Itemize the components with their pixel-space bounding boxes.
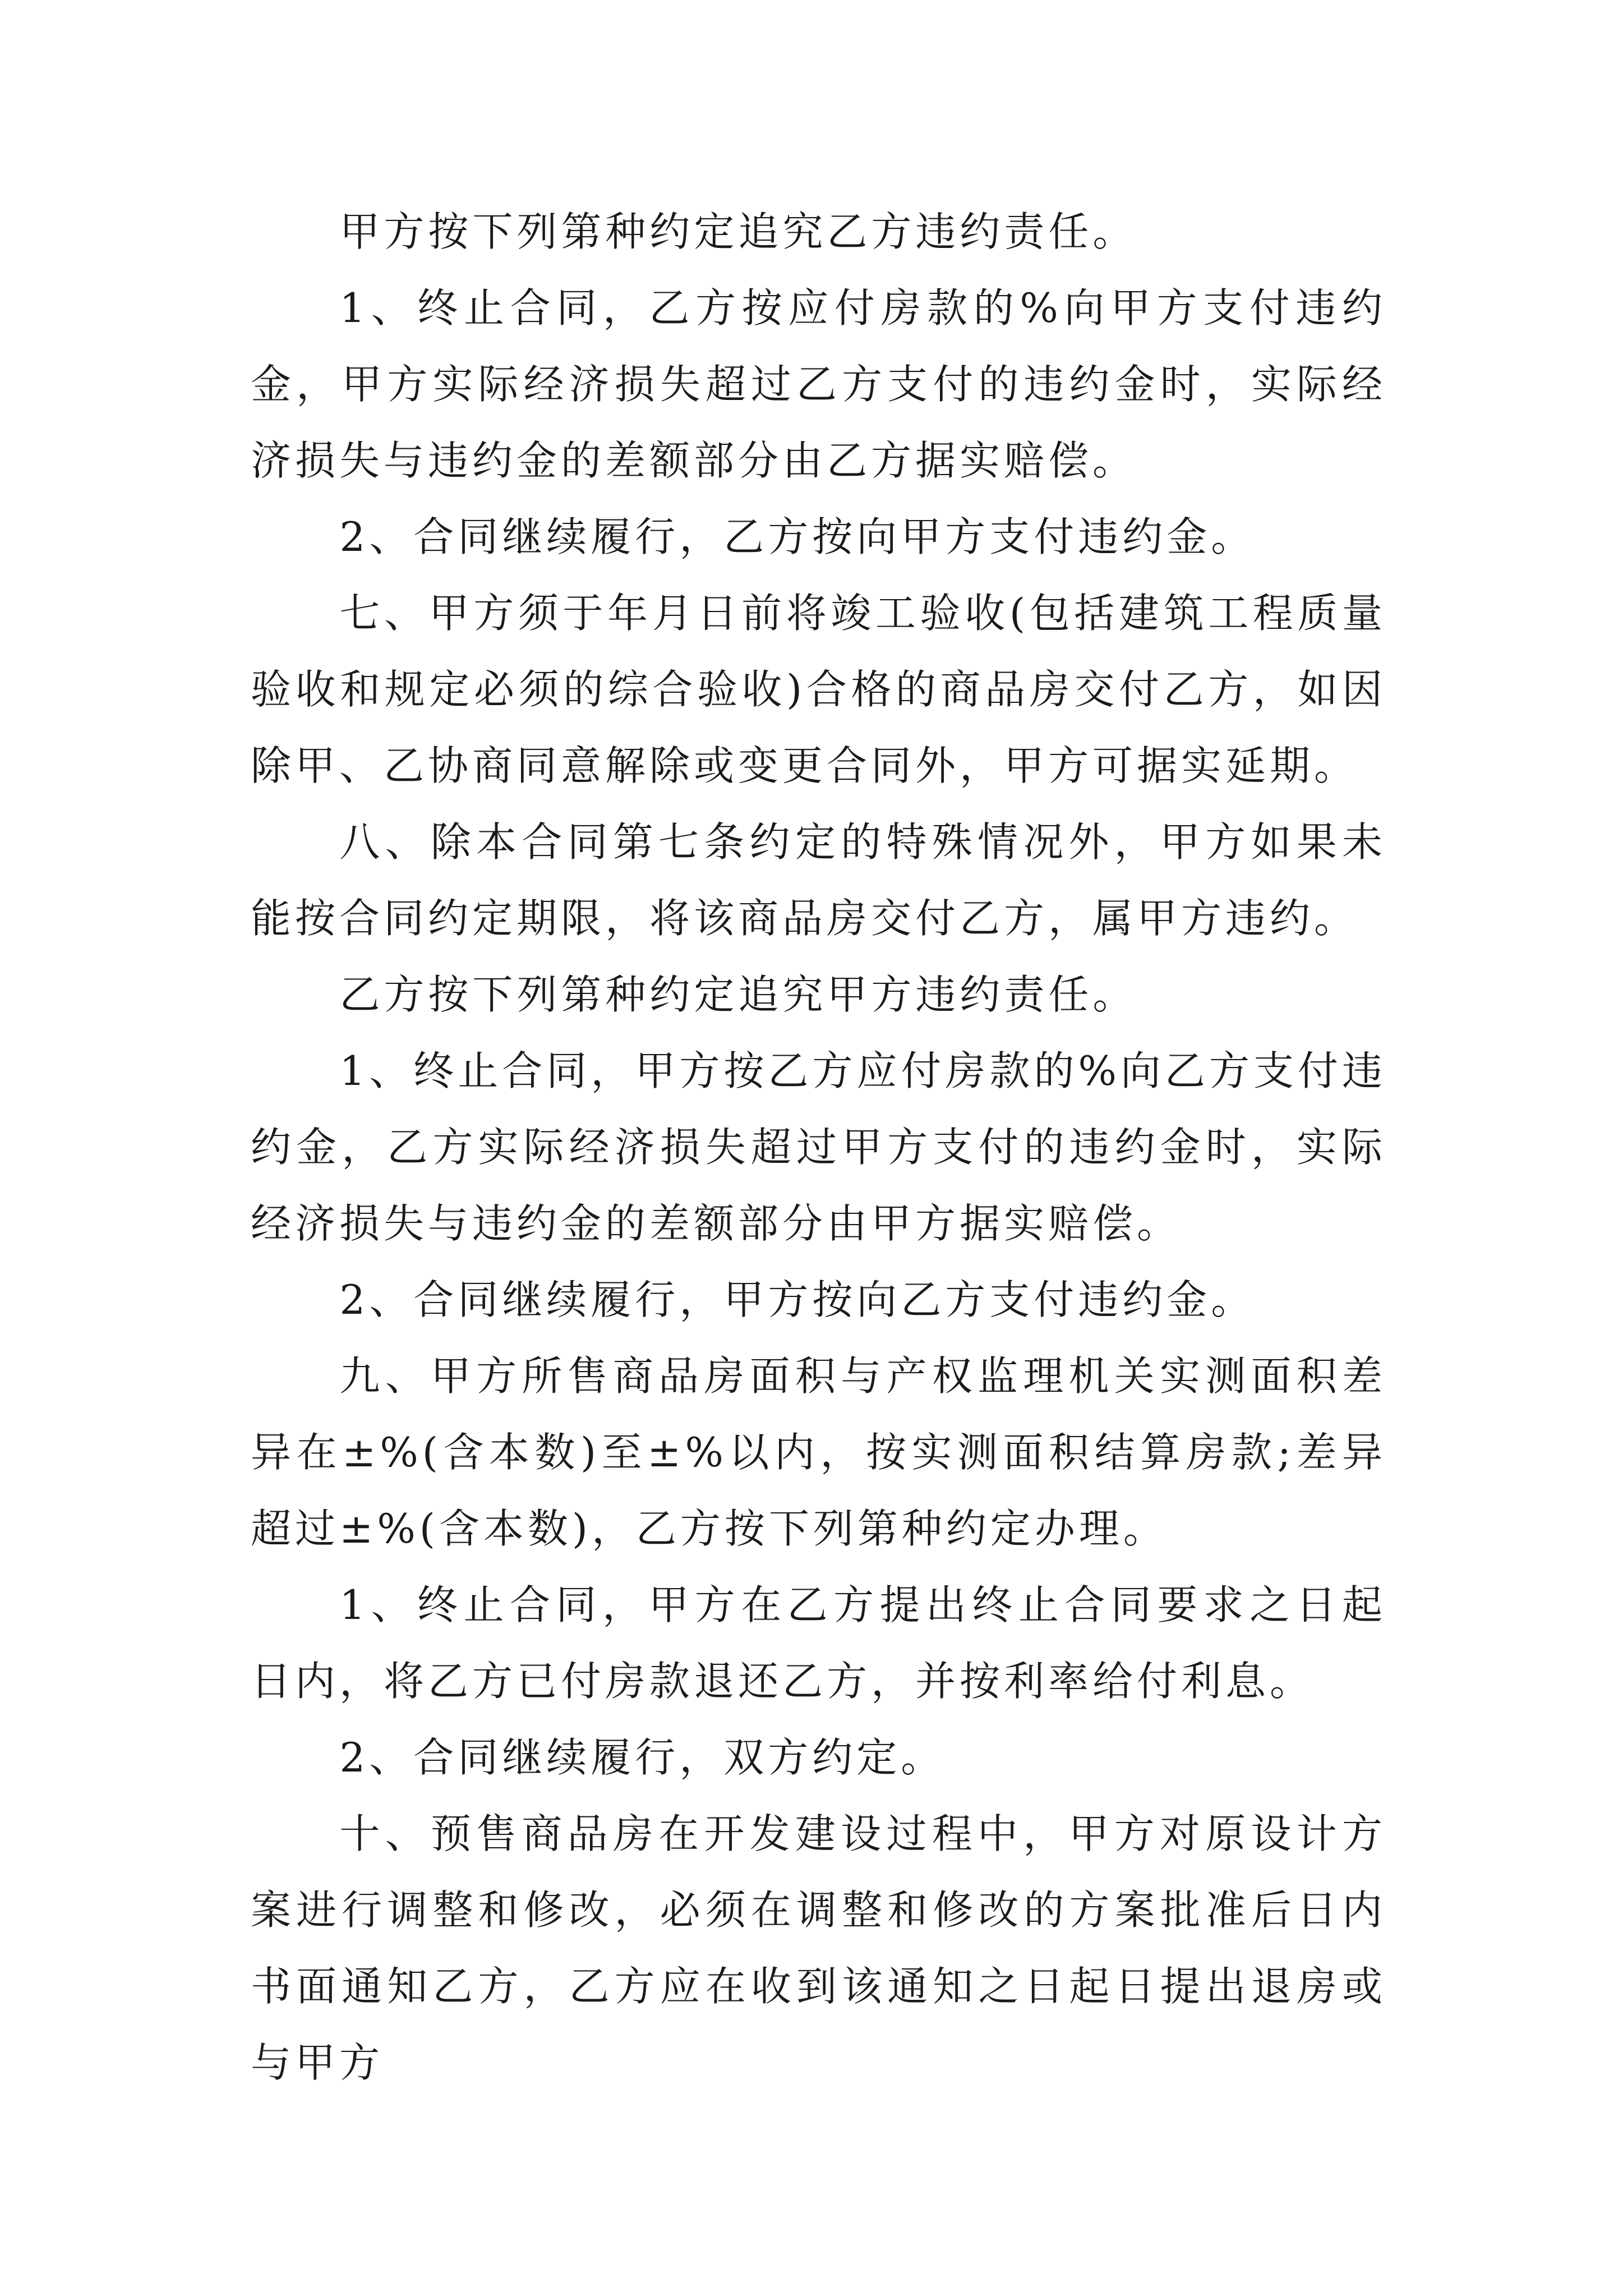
paragraph: 2、合同继续履行，双方约定。 (339, 1734, 946, 1781)
paragraph: 1、终止合同，乙方按应付房款的%向甲方支付违约金，甲方实际经济损失超过乙方支付的违约金时，实际经济损失与违约金的差额部分由乙方据实赔偿。 (251, 284, 1386, 484)
paragraph: 乙方按下列第种约定追究甲方违约责任。 (339, 971, 1137, 1018)
paragraph: 甲方按下列第种约定追究乙方违约责任。 (339, 208, 1137, 255)
paragraph: 九、甲方所售商品房面积与产权监理机关实测面积差异在±%(含本数)至±%以内，按实测面积结算房款;差异超过±%(含本数)，乙方按下列第种约定办理。 (251, 1352, 1386, 1552)
paragraph: 2、合同继续履行，甲方按向乙方支付违约金。 (339, 1276, 1256, 1323)
paragraph: 七、甲方须于年月日前将竣工验收(包括建筑工程质量验收和规定必须的综合验收)合格的商品房交付乙方，如因除甲、乙协商同意解除或变更合同外，甲方可据实延期。 (251, 590, 1386, 789)
paragraph: 十、预售商品房在开发建设过程中，甲方对原设计方案进行调整和修改，必须在调整和修改的方案批准后日内书面通知乙方，乙方应在收到该通知之日起日提出退房或与甲方 (251, 1810, 1386, 2086)
paragraph: 2、合同继续履行，乙方按向甲方支付违约金。 (339, 513, 1256, 560)
paragraph: 八、除本合同第七条约定的特殊情况外，甲方如果未能按合同约定期限，将该商品房交付乙方，属甲方违约。 (251, 818, 1386, 942)
document-body (251, 194, 1386, 2101)
paragraph: 1、终止合同，甲方在乙方提出终止合同要求之日起日内，将乙方已付房款退还乙方，并按利率给付利息。 (251, 1581, 1386, 1705)
paragraph: 1、终止合同，甲方按乙方应付房款的%向乙方支付违约金，乙方实际经济损失超过甲方支付的违约金时，实际经济损失与违约金的差额部分由甲方据实赔偿。 (251, 1047, 1386, 1247)
